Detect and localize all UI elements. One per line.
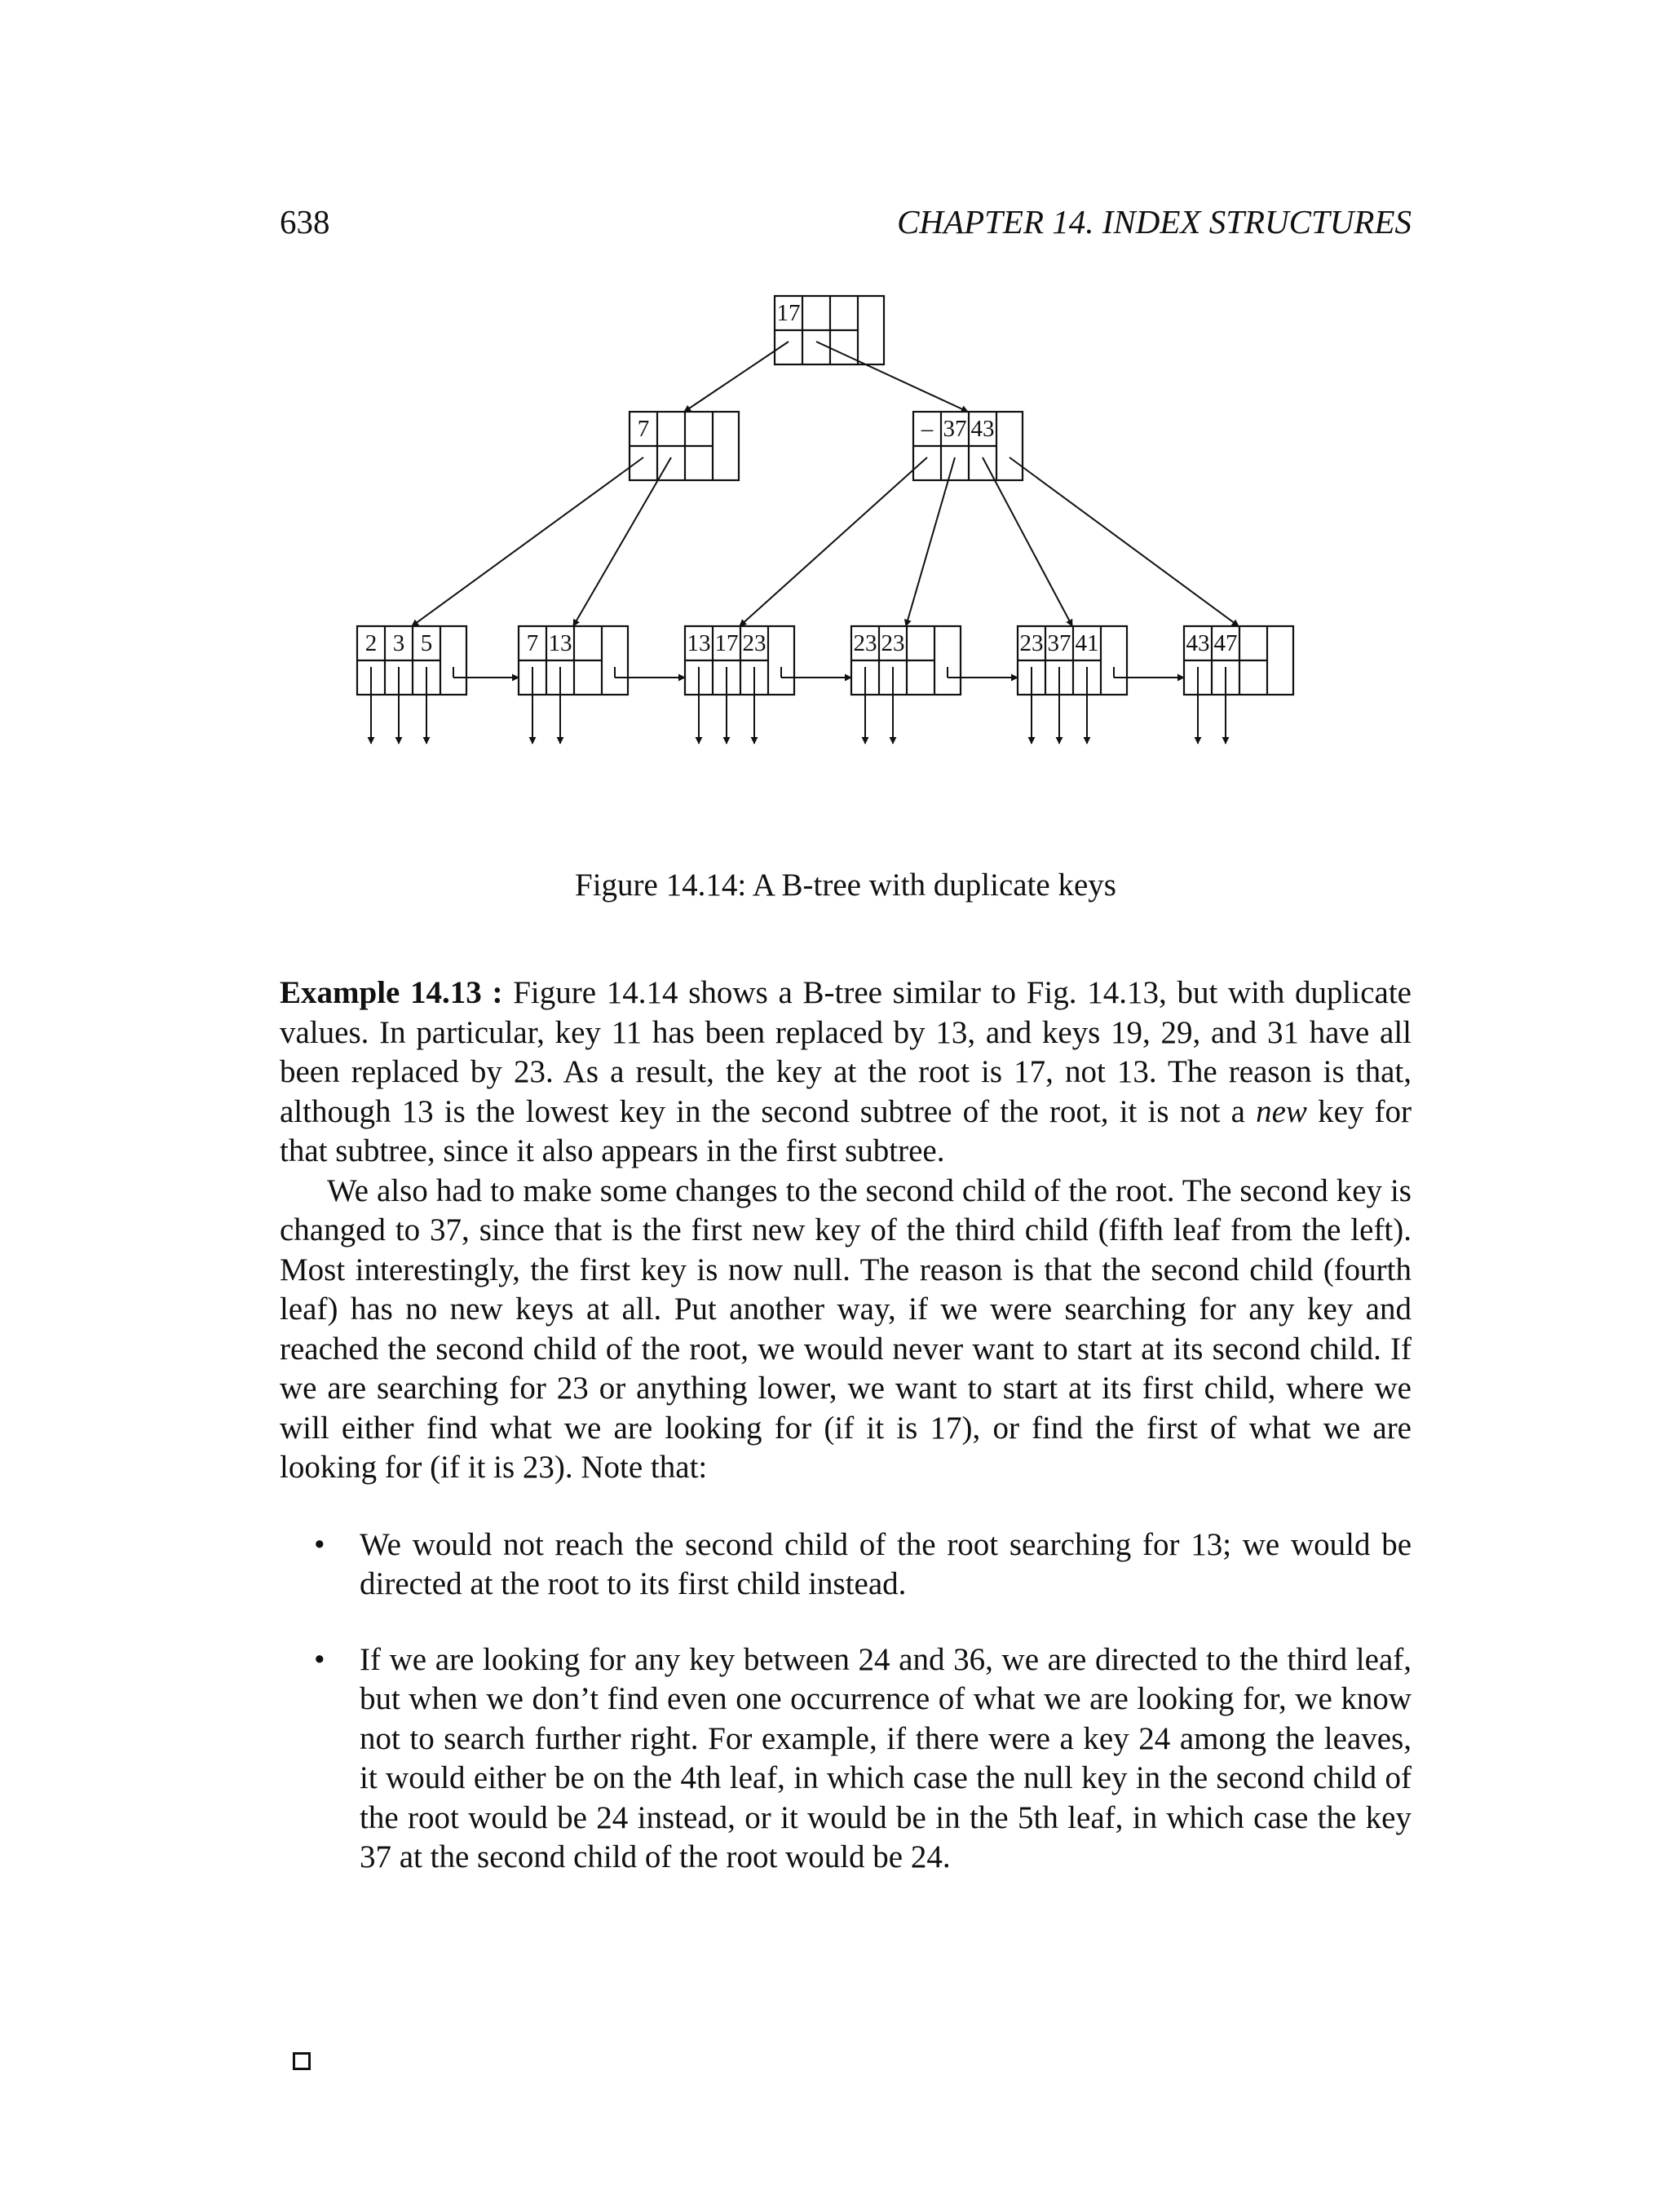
btree-figure [326,289,1386,844]
tree-pointer-arrow [983,457,1072,626]
node-key: 23 [1019,630,1044,656]
note-list [280,1525,1412,1878]
example-text-b: key for that subtree, since it also appears in the first subtree. [280,1093,1412,1168]
tree-pointer-arrow [816,342,968,412]
bullet-icon: • [314,1641,325,1677]
node-key: 13 [548,630,572,656]
chapter-title: CHAPTER 14. INDEX STRUCTURES [897,203,1412,241]
node-key: 13 [687,630,711,656]
leaf-node [519,626,628,695]
node-key: 3 [392,630,405,656]
leaf-node [685,626,794,695]
tree-pointer-arrow [740,457,927,626]
leaf-node [1184,626,1293,695]
tree-pointer-arrow [573,457,671,626]
list-item-text: We would not reach the second child of the root searching for 13; we would be directed at the root to its first child instead. [360,1526,1412,1601]
interior-node [630,412,739,480]
example-paragraph [280,974,1412,1172]
node-key: 43 [970,416,995,442]
page-header [280,202,1412,251]
leaf-node [851,626,961,695]
node-key: 23 [881,630,905,656]
node-key: 17 [776,300,801,326]
example-text-a: Figure 14.14 shows a B-tree similar to Fig. 14.13, but with duplicate values. In particular, key 11 has been replaced by 13, and keys 19, 29, and 31 have all been replaced by 23. As a result, the key at the root is 17, not 13. The reason is that, although 13 is the lowest key in the second subtree of the root, it is not a [280,975,1412,1129]
tree-pointer-arrow [1010,457,1239,626]
node-key: 17 [714,630,739,656]
tree-pointers [371,342,1239,744]
node-key: 47 [1213,630,1238,656]
page-number: 638 [280,203,330,241]
tree-pointer-arrow [906,457,955,626]
node-key: – [921,416,934,442]
leaf-node [357,626,466,695]
node-key: 7 [526,630,539,656]
body-text [280,974,1412,1914]
list-item [280,1525,1412,1605]
list-item-text: If we are looking for any key between 24 and 36, we are directed to the third leaf, but when we don’t find even one occurrence of what we are looking for, we know not to search further right. For example, if there were a key 24 among the leaves, it would either be on the 4th leaf, in which case the null key in the second child of the root would be 24 instead, or it would be in the 5th leaf, in which case the key 37 at the second child of the root would be 24. [360,1641,1412,1874]
node-key: 37 [943,416,967,442]
bullet-icon: • [314,1526,325,1562]
node-key: 2 [364,630,378,656]
list-item [280,1640,1412,1878]
node-key: 5 [420,630,433,656]
node-key: 43 [1186,630,1210,656]
figure-caption: Figure 14.14: A B-tree with duplicate keys [575,868,1116,903]
root-node [775,296,884,364]
node-key: 37 [1047,630,1071,656]
example-label: Example 14.13 : [280,975,503,1010]
end-of-example-icon [293,2052,311,2070]
leaf-node [1018,626,1127,695]
interior-node [913,412,1023,480]
tree-pointer-arrow [412,457,643,626]
tree-nodes [357,296,1293,695]
node-key: 41 [1075,630,1099,656]
second-paragraph: We also had to make some changes to the second child of the root. The second key is changed to 37, since that is the first new key of the third child (fifth leaf from the left). Most interestingly, the first key is now null. The reason is that the second child (fourth leaf) has no new keys at all. Put another way, if we were searching for any key and reached the second child of the root, we would never want to start at its second child. If we are searching for 23 or anything lower, we want to start at its first child, where we will either find what we are looking for (if it is 17), or find the first of what we are looking for (if it is 23). Note that: [280,1172,1412,1485]
emphasis-new: new [1256,1093,1307,1129]
tree-pointer-arrow [684,342,789,412]
node-key: 23 [853,630,877,656]
node-key: 7 [637,416,650,442]
node-key: 23 [742,630,767,656]
